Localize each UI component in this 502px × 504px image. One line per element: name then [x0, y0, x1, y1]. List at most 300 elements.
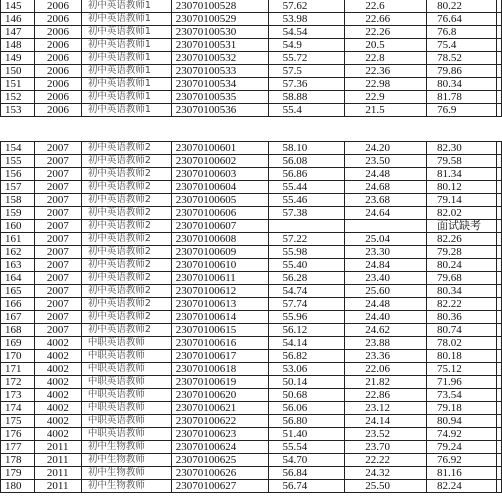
written-score-cell: 56.82: [268, 350, 345, 363]
blank-cell: [496, 246, 501, 259]
table-row: [1, 389, 502, 402]
interview-score-cell: 23.30: [345, 246, 427, 259]
written-score-cell: 57.62: [268, 0, 345, 13]
written-score-cell: 57.74: [268, 298, 345, 311]
total-score-cell: 79.28: [427, 246, 497, 259]
written-score-cell: 55.40: [268, 259, 345, 272]
seq-cell: 175: [1, 415, 35, 428]
table-row: [1, 65, 502, 78]
ticket-number-cell: 23070100613: [171, 298, 268, 311]
interview-score-cell: 24.32: [345, 467, 427, 480]
table-row: [1, 337, 502, 350]
interview-score-cell: 20.5: [345, 39, 427, 52]
written-score-cell: 58.10: [268, 142, 345, 155]
total-score-cell: 73.54: [427, 389, 497, 402]
post-name-cell: 中职英语教师: [81, 415, 171, 428]
post-code-cell: 2007: [34, 272, 81, 285]
interview-score-cell: 22.26: [345, 26, 427, 39]
seq-cell: 178: [1, 454, 35, 467]
written-score-cell: 56.08: [268, 155, 345, 168]
interview-score-cell: 24.68: [345, 181, 427, 194]
total-score-cell: 76.64: [427, 13, 497, 26]
ticket-number-cell: 23070100623: [171, 428, 268, 441]
post-code-cell: 2007: [34, 155, 81, 168]
table-row: [1, 467, 502, 480]
ticket-number-cell: 23070100618: [171, 363, 268, 376]
interview-score-cell: 24.40: [345, 311, 427, 324]
seq-cell: 179: [1, 467, 35, 480]
interview-score-cell: 23.12: [345, 402, 427, 415]
ticket-number-cell: 23070100609: [171, 246, 268, 259]
written-score-cell: 55.46: [268, 194, 345, 207]
blank-cell: [496, 104, 501, 117]
ticket-number-cell: 23070100534: [171, 78, 268, 91]
written-score-cell: 55.4: [268, 104, 345, 117]
seq-cell: 169: [1, 337, 35, 350]
written-score-cell: 50.68: [268, 389, 345, 402]
post-code-cell: 2007: [34, 142, 81, 155]
post-name-cell: 初中英语教师1: [81, 104, 171, 117]
table-row: [1, 428, 502, 441]
interview-score-cell: 21.5: [345, 104, 427, 117]
written-score-cell: 56.28: [268, 272, 345, 285]
post-code-cell: 2006: [34, 39, 81, 52]
table-row: [1, 480, 502, 493]
post-code-cell: 2006: [34, 104, 81, 117]
blank-cell: [496, 13, 501, 26]
post-code-cell: 2007: [34, 246, 81, 259]
post-name-cell: 初中英语教师1: [81, 91, 171, 104]
post-name-cell: 初中英语教师1: [81, 39, 171, 52]
written-score-cell: 56.84: [268, 467, 345, 480]
blank-cell: [496, 350, 501, 363]
seq-cell: 161: [1, 233, 35, 246]
blank-cell: [496, 311, 501, 324]
blank-cell: [496, 389, 501, 402]
written-score-cell: 54.9: [268, 39, 345, 52]
post-code-cell: 4002: [34, 350, 81, 363]
written-score-cell: 56.74: [268, 480, 345, 493]
total-score-cell: 82.30: [427, 142, 497, 155]
post-code-cell: 2011: [34, 467, 81, 480]
post-code-cell: 2007: [34, 285, 81, 298]
post-name-cell: 初中英语教师2: [81, 181, 171, 194]
written-score-cell: 54.14: [268, 337, 345, 350]
interview-score-cell: 22.22: [345, 454, 427, 467]
post-code-cell: 2011: [34, 454, 81, 467]
seq-cell: 173: [1, 389, 35, 402]
table-row: [1, 142, 502, 155]
ticket-number-cell: 23070100532: [171, 52, 268, 65]
post-code-cell: 2007: [34, 181, 81, 194]
interview-score-cell: 23.52: [345, 428, 427, 441]
table-row: [1, 350, 502, 363]
table-row: [1, 454, 502, 467]
table-row: [1, 220, 502, 233]
interview-score-cell: 22.06: [345, 363, 427, 376]
post-name-cell: 初中英语教师2: [81, 246, 171, 259]
ticket-number-cell: 23070100529: [171, 13, 268, 26]
post-code-cell: 2007: [34, 311, 81, 324]
written-score-cell: 54.70: [268, 454, 345, 467]
written-score-cell: 57.22: [268, 233, 345, 246]
table-row: [1, 272, 502, 285]
total-score-cell: 80.34: [427, 78, 497, 91]
interview-score-cell: 23.88: [345, 337, 427, 350]
post-name-cell: 中职英语教师: [81, 337, 171, 350]
post-name-cell: 中职英语教师: [81, 402, 171, 415]
blank-cell: [496, 480, 501, 493]
interview-score-cell: 25.04: [345, 233, 427, 246]
total-score-cell: 80.24: [427, 259, 497, 272]
written-score-cell: 57.36: [268, 78, 345, 91]
post-name-cell: 初中英语教师1: [81, 26, 171, 39]
table-row: [1, 363, 502, 376]
ticket-number-cell: 23070100606: [171, 207, 268, 220]
seq-cell: 159: [1, 207, 35, 220]
table-row: [1, 91, 502, 104]
post-name-cell: 初中英语教师1: [81, 13, 171, 26]
total-score-cell: 80.34: [427, 285, 497, 298]
table-row: [1, 415, 502, 428]
post-name-cell: 中职英语教师: [81, 350, 171, 363]
total-score-cell: 78.02: [427, 337, 497, 350]
post-name-cell: 初中英语教师2: [81, 259, 171, 272]
post-name-cell: 初中英语教师2: [81, 272, 171, 285]
post-name-cell: 中职英语教师: [81, 376, 171, 389]
total-score-cell: 80.74: [427, 324, 497, 337]
total-score-cell: 76.8: [427, 26, 497, 39]
interview-score-cell: 24.48: [345, 298, 427, 311]
written-score-cell: 53.06: [268, 363, 345, 376]
seq-cell: 145: [1, 0, 35, 13]
post-name-cell: 初中生物教师: [81, 480, 171, 493]
post-name-cell: 初中英语教师1: [81, 78, 171, 91]
post-code-cell: 2011: [34, 441, 81, 454]
blank-cell: [496, 363, 501, 376]
blank-cell: [496, 285, 501, 298]
total-score-cell: 82.24: [427, 480, 497, 493]
total-score-cell: 81.34: [427, 168, 497, 181]
table-row: [1, 155, 502, 168]
seq-cell: 177: [1, 441, 35, 454]
score-table-bottom: [0, 141, 502, 493]
ticket-number-cell: 23070100607: [171, 220, 268, 233]
written-score-cell: 50.14: [268, 376, 345, 389]
ticket-number-cell: 23070100621: [171, 402, 268, 415]
interview-score-cell: 22.9: [345, 91, 427, 104]
interview-score-cell: 22.8: [345, 52, 427, 65]
interview-score-cell: 25.60: [345, 285, 427, 298]
seq-cell: 162: [1, 246, 35, 259]
post-name-cell: 初中英语教师2: [81, 168, 171, 181]
post-name-cell: 初中生物教师: [81, 441, 171, 454]
ticket-number-cell: 23070100604: [171, 181, 268, 194]
post-code-cell: 4002: [34, 376, 81, 389]
ticket-number-cell: 23070100627: [171, 480, 268, 493]
post-code-cell: 2007: [34, 233, 81, 246]
post-code-cell: 2007: [34, 259, 81, 272]
blank-cell: [496, 233, 501, 246]
table-row: [1, 194, 502, 207]
score-table-top: [0, 0, 502, 117]
table-row: [1, 168, 502, 181]
seq-cell: 152: [1, 91, 35, 104]
written-score-cell: 55.96: [268, 311, 345, 324]
ticket-number-cell: 23070100619: [171, 376, 268, 389]
post-code-cell: 4002: [34, 337, 81, 350]
blank-cell: [496, 454, 501, 467]
post-name-cell: 初中英语教师2: [81, 311, 171, 324]
blank-cell: [496, 298, 501, 311]
interview-score-cell: 23.40: [345, 272, 427, 285]
ticket-number-cell: 23070100620: [171, 389, 268, 402]
interview-score-cell: 22.86: [345, 389, 427, 402]
seq-cell: 147: [1, 26, 35, 39]
seq-cell: 155: [1, 155, 35, 168]
seq-cell: 160: [1, 220, 35, 233]
total-score-cell: 79.18: [427, 402, 497, 415]
ticket-number-cell: 23070100535: [171, 91, 268, 104]
score-table-top-body: [1, 0, 502, 117]
written-score-cell: 55.72: [268, 52, 345, 65]
interview-score-cell: 23.70: [345, 441, 427, 454]
table-row: [1, 13, 502, 26]
post-code-cell: 4002: [34, 415, 81, 428]
total-score-cell: 80.36: [427, 311, 497, 324]
written-score-cell: 53.98: [268, 13, 345, 26]
seq-cell: 151: [1, 78, 35, 91]
total-score-cell: 面试缺考: [427, 220, 497, 233]
table-row: [1, 104, 502, 117]
written-score-cell: 54.74: [268, 285, 345, 298]
written-score-cell: 57.38: [268, 207, 345, 220]
interview-score-cell: 23.68: [345, 194, 427, 207]
post-code-cell: 4002: [34, 363, 81, 376]
table-row: [1, 441, 502, 454]
written-score-cell: 55.44: [268, 181, 345, 194]
table-row: [1, 285, 502, 298]
blank-cell: [496, 259, 501, 272]
blank-cell: [496, 467, 501, 480]
post-code-cell: 4002: [34, 402, 81, 415]
total-score-cell: 79.24: [427, 441, 497, 454]
ticket-number-cell: 23070100603: [171, 168, 268, 181]
score-table-bottom-body: [1, 142, 502, 493]
total-score-cell: 79.58: [427, 155, 497, 168]
post-code-cell: 2007: [34, 220, 81, 233]
seq-cell: 148: [1, 39, 35, 52]
blank-cell: [496, 337, 501, 350]
post-code-cell: 2006: [34, 13, 81, 26]
table-row: [1, 26, 502, 39]
seq-cell: 149: [1, 52, 35, 65]
blank-cell: [496, 415, 501, 428]
table-row: [1, 52, 502, 65]
written-score-cell: 57.5: [268, 65, 345, 78]
post-code-cell: 2007: [34, 194, 81, 207]
post-code-cell: 2007: [34, 324, 81, 337]
post-code-cell: 2006: [34, 65, 81, 78]
table-row: [1, 78, 502, 91]
total-score-cell: 74.92: [427, 428, 497, 441]
interview-score-cell: 22.36: [345, 65, 427, 78]
seq-cell: 174: [1, 402, 35, 415]
post-code-cell: 2006: [34, 0, 81, 13]
ticket-number-cell: 23070100610: [171, 259, 268, 272]
seq-cell: 157: [1, 181, 35, 194]
written-score-cell: 58.88: [268, 91, 345, 104]
interview-score-cell: 24.20: [345, 142, 427, 155]
table-row: [1, 39, 502, 52]
total-score-cell: 78.52: [427, 52, 497, 65]
seq-cell: 180: [1, 480, 35, 493]
total-score-cell: 82.02: [427, 207, 497, 220]
written-score-cell: 56.86: [268, 168, 345, 181]
blank-cell: [496, 194, 501, 207]
post-code-cell: 2007: [34, 207, 81, 220]
blank-cell: [496, 402, 501, 415]
table-row: [1, 324, 502, 337]
post-code-cell: 4002: [34, 389, 81, 402]
post-name-cell: 初中英语教师2: [81, 155, 171, 168]
post-code-cell: 2007: [34, 168, 81, 181]
table-row: [1, 402, 502, 415]
interview-score-cell: 24.84: [345, 259, 427, 272]
blank-cell: [496, 441, 501, 454]
interview-score-cell: 23.36: [345, 350, 427, 363]
blank-cell: [496, 428, 501, 441]
post-name-cell: 初中生物教师: [81, 467, 171, 480]
blank-cell: [496, 52, 501, 65]
blank-cell: [496, 0, 501, 13]
post-name-cell: 初中英语教师2: [81, 233, 171, 246]
post-name-cell: 中职英语教师: [81, 428, 171, 441]
total-score-cell: 80.22: [427, 0, 497, 13]
seq-cell: 164: [1, 272, 35, 285]
ticket-number-cell: 23070100612: [171, 285, 268, 298]
seq-cell: 146: [1, 13, 35, 26]
ticket-number-cell: 23070100536: [171, 104, 268, 117]
post-code-cell: 2007: [34, 298, 81, 311]
seq-cell: 158: [1, 194, 35, 207]
blank-cell: [496, 91, 501, 104]
seq-cell: 176: [1, 428, 35, 441]
total-score-cell: 71.96: [427, 376, 497, 389]
blank-cell: [496, 65, 501, 78]
post-code-cell: 2006: [34, 52, 81, 65]
blank-cell: [496, 26, 501, 39]
post-name-cell: 初中英语教师2: [81, 220, 171, 233]
ticket-number-cell: 23070100602: [171, 155, 268, 168]
post-name-cell: 初中英语教师2: [81, 194, 171, 207]
seq-cell: 163: [1, 259, 35, 272]
post-name-cell: 初中英语教师2: [81, 207, 171, 220]
seq-cell: 153: [1, 104, 35, 117]
ticket-number-cell: 23070100622: [171, 415, 268, 428]
interview-score-cell: 24.14: [345, 415, 427, 428]
table-row: [1, 298, 502, 311]
blank-cell: [496, 168, 501, 181]
total-score-cell: 75.12: [427, 363, 497, 376]
blank-cell: [496, 78, 501, 91]
seq-cell: 154: [1, 142, 35, 155]
total-score-cell: 75.4: [427, 39, 497, 52]
total-score-cell: 82.22: [427, 298, 497, 311]
table-row: [1, 259, 502, 272]
post-code-cell: 2006: [34, 78, 81, 91]
ticket-number-cell: 23070100530: [171, 26, 268, 39]
blank-cell: [496, 39, 501, 52]
ticket-number-cell: 23070100626: [171, 467, 268, 480]
seq-cell: 156: [1, 168, 35, 181]
total-score-cell: 76.9: [427, 104, 497, 117]
total-score-cell: 79.68: [427, 272, 497, 285]
interview-score-cell: 24.48: [345, 168, 427, 181]
table-row: [1, 246, 502, 259]
ticket-number-cell: 23070100625: [171, 454, 268, 467]
blank-cell: [496, 324, 501, 337]
written-score-cell: 56.12: [268, 324, 345, 337]
ticket-number-cell: 23070100605: [171, 194, 268, 207]
written-score-cell: 51.40: [268, 428, 345, 441]
written-score-cell: 54.54: [268, 26, 345, 39]
blank-cell: [496, 155, 501, 168]
ticket-number-cell: 23070100614: [171, 311, 268, 324]
blank-cell: [496, 376, 501, 389]
seq-cell: 168: [1, 324, 35, 337]
written-score-cell: [268, 220, 345, 233]
ticket-number-cell: 23070100528: [171, 0, 268, 13]
blank-cell: [496, 220, 501, 233]
post-name-cell: 中职英语教师: [81, 363, 171, 376]
seq-cell: 172: [1, 376, 35, 389]
interview-score-cell: 22.98: [345, 78, 427, 91]
seq-cell: 166: [1, 298, 35, 311]
post-code-cell: 2006: [34, 91, 81, 104]
post-code-cell: 2011: [34, 480, 81, 493]
table-row: [1, 0, 502, 13]
blank-cell: [496, 142, 501, 155]
post-name-cell: 中职英语教师: [81, 389, 171, 402]
post-code-cell: 2006: [34, 26, 81, 39]
post-name-cell: 初中英语教师2: [81, 298, 171, 311]
ticket-number-cell: 23070100601: [171, 142, 268, 155]
seq-cell: 165: [1, 285, 35, 298]
interview-score-cell: 22.66: [345, 13, 427, 26]
ticket-number-cell: 23070100611: [171, 272, 268, 285]
total-score-cell: 81.78: [427, 91, 497, 104]
interview-score-cell: 24.62: [345, 324, 427, 337]
table-row: [1, 181, 502, 194]
total-score-cell: 80.18: [427, 350, 497, 363]
seq-cell: 150: [1, 65, 35, 78]
table-row: [1, 311, 502, 324]
ticket-number-cell: 23070100615: [171, 324, 268, 337]
written-score-cell: 55.98: [268, 246, 345, 259]
blank-cell: [496, 181, 501, 194]
total-score-cell: 80.12: [427, 181, 497, 194]
written-score-cell: 55.54: [268, 441, 345, 454]
table-row: [1, 376, 502, 389]
post-code-cell: 4002: [34, 428, 81, 441]
ticket-number-cell: 23070100608: [171, 233, 268, 246]
total-score-cell: 81.16: [427, 467, 497, 480]
written-score-cell: 56.06: [268, 402, 345, 415]
post-name-cell: 初中英语教师2: [81, 324, 171, 337]
interview-score-cell: 24.64: [345, 207, 427, 220]
blank-cell: [496, 207, 501, 220]
